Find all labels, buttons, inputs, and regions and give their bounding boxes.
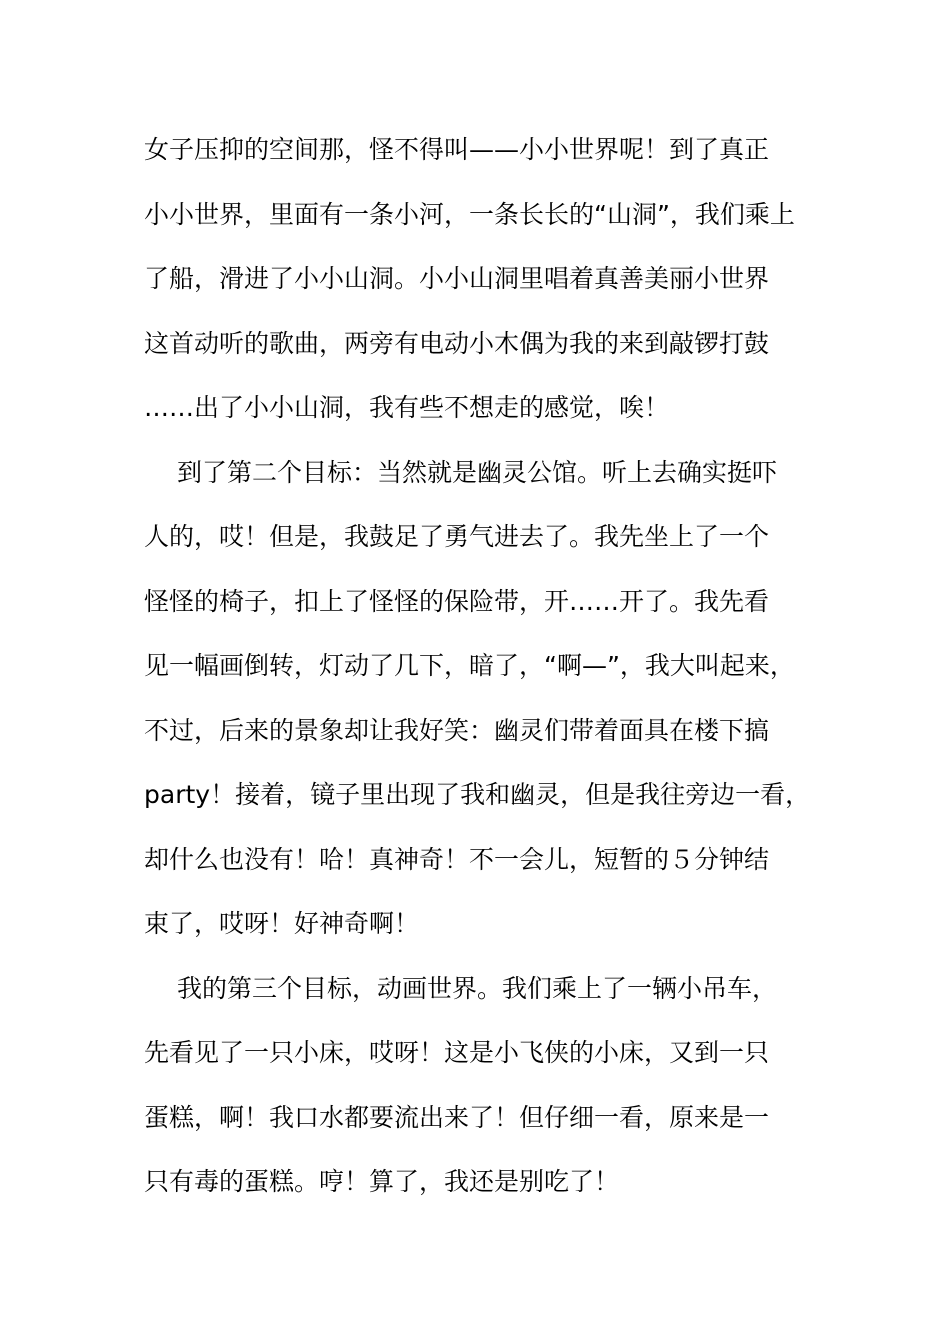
text-line: 只有毒的蛋糕。哼！算了，我还是别吃了！: [144, 1167, 620, 1196]
text-line: ……出了小小山洞，我有些不想走的感觉，唉！: [144, 393, 670, 422]
body-text: [144, 118, 844, 1215]
text-line: 先看见了一只小床，哎呀！这是小飞侠的小床，又到一只: [144, 1038, 770, 1067]
text-line: 人的，哎！但是，我鼓足了勇气进去了。我先坐上了一个: [144, 522, 770, 551]
text-line: 这首动听的歌曲，两旁有电动小木偶为我的来到敲锣打鼓: [144, 328, 770, 358]
text-line: party！接着，镜子里出现了我和幽灵，但是我往旁边一看，: [144, 780, 811, 809]
text-line: 怪怪的椅子，扣上了怪怪的保险带，开……开了。我先看: [144, 586, 770, 616]
paragraph-start-line: 到了第二个目标：当然就是幽灵公馆。听上去确实挺吓: [177, 457, 778, 487]
text-line: 见一幅画倒转，灯动了几下，暗了，“啊—”，我大叫起来，: [144, 651, 795, 680]
text-line: 小小世界，里面有一条小河，一条长长的“山洞”，我们乘上: [144, 199, 795, 229]
text-line: 蛋糕，啊！我口水都要流出来了！但仔细一看，原来是一: [144, 1102, 770, 1132]
text-line: 却什么也没有！哈！真神奇！不一会儿，短暂的５分钟结: [144, 844, 770, 874]
text-line: 不过，后来的景象却让我好笑：幽灵们带着面具在楼下搞: [144, 715, 770, 745]
text-line: 束了，哎呀！好神奇啊！: [144, 909, 420, 938]
text-line: 女子压抑的空间那，怪不得叫——小小世界呢！到了真正: [144, 135, 770, 164]
paragraph-start-line: 我的第三个目标，动画世界。我们乘上了一辆小吊车，: [177, 973, 778, 1003]
text-line: 了船，滑进了小小山洞。小小山洞里唱着真善美丽小世界: [144, 264, 770, 293]
